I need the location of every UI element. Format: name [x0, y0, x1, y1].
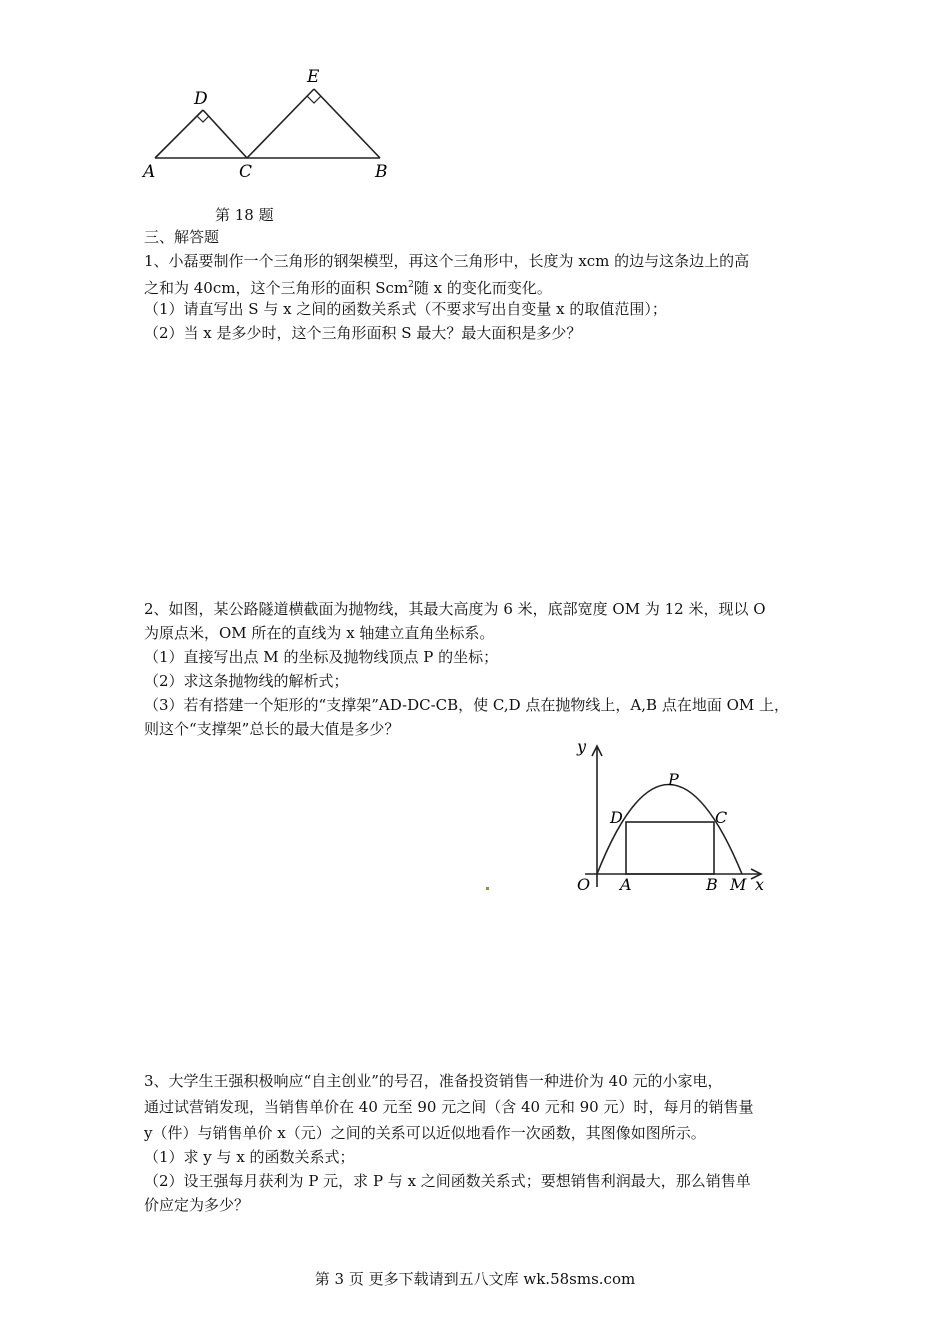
label-A: A: [143, 162, 156, 182]
label-y: y: [577, 737, 587, 756]
label-C: C: [239, 162, 253, 182]
segment-AD: [155, 110, 203, 158]
figure-caption: 第 18 题: [215, 206, 274, 224]
q1-line2-sup: 2: [408, 280, 414, 290]
label-O: O: [577, 875, 591, 894]
label-B: B: [706, 875, 718, 894]
q1-line1: 1、小磊要制作一个三角形的钢架模型，再这个三角形中，长度为 xcm 的边与这条边上的高: [144, 252, 750, 270]
q2-part4: 则这个“支撑架”总长的最大值是多少？: [144, 720, 400, 738]
parabola-figure: [565, 735, 780, 900]
segment-EB: [314, 89, 380, 158]
q1-line2-pre: 之和为 40cm，这个三角形的面积 Scm: [144, 279, 409, 297]
label-D: D: [194, 89, 208, 109]
q2-part1: （1）直接写出点 M 的坐标及抛物线顶点 P 的坐标；: [144, 648, 499, 666]
label-x: x: [755, 875, 765, 894]
q3-line2: 通过试营销发现，当销售单价在 40 元至 90 元之间（含 40 元和 90 元）时，每月的销售量: [144, 1098, 754, 1116]
label-E: E: [307, 67, 320, 87]
segment-DC: [203, 110, 247, 158]
q3-line3: y（件）与销售单价 x（元）之间的关系可以近似地看作一次函数，其图像如图所示。: [144, 1124, 706, 1142]
q1-line2: [144, 274, 552, 299]
q1-part1: （1）请直写出 S 与 x 之间的函数关系式（不要求写出自变量 x 的取值范围）；: [144, 300, 667, 318]
label-A: A: [620, 875, 632, 894]
q1-part2: （2）当 x 是多少时，这个三角形面积 S 最大？最大面积是多少？: [144, 324, 582, 342]
label-C: C: [715, 808, 728, 827]
q3-part1: （1）求 y 与 x 的函数关系式；: [144, 1148, 355, 1166]
label-B: B: [375, 162, 388, 182]
q2-line2: 为原点米，OM 所在的直线为 x 轴建立直角坐标系。: [144, 624, 495, 642]
right-angle-mark-E: [307, 96, 321, 103]
stray-dot: [486, 887, 489, 890]
q2-part2: （2）求这条抛物线的解析式；: [144, 672, 349, 690]
label-M: M: [730, 875, 747, 894]
segment-CE: [247, 89, 314, 158]
figure-18: [135, 62, 405, 187]
q3-line1: 3、大学生王强积极响应“自主创业”的号召，准备投资销售一种进价为 40 元的小家电，: [144, 1072, 723, 1090]
q3-part3: 价应定为多少？: [144, 1196, 250, 1214]
q2-part3: （3）若有搭建一个矩形的“支撑架”AD-DC-CB，使 C,D 点在抛物线上，A,B 点在地面 OM 上，: [144, 696, 790, 714]
section-title: 三、解答题: [144, 228, 220, 246]
support-rectangle: [626, 822, 714, 874]
right-angle-mark-D: [197, 116, 209, 122]
label-D: D: [610, 808, 623, 827]
parabola: [597, 785, 742, 875]
q1-line2-post: 随 x 的变化而变化。: [413, 279, 552, 297]
q3-part2: （2）设王强每月获利为 P 元，求 P 与 x 之间函数关系式；要想销售利润最大，那么销售单: [144, 1172, 751, 1190]
q2-line1: 2、如图，某公路隧道横截面为抛物线，其最大高度为 6 米，底部宽度 OM 为 12 米，现以 O: [144, 600, 766, 618]
page-footer: 第 3 页 更多下载请到五八文库 wk.58sms.com: [314, 1270, 636, 1288]
label-P: P: [668, 770, 679, 789]
